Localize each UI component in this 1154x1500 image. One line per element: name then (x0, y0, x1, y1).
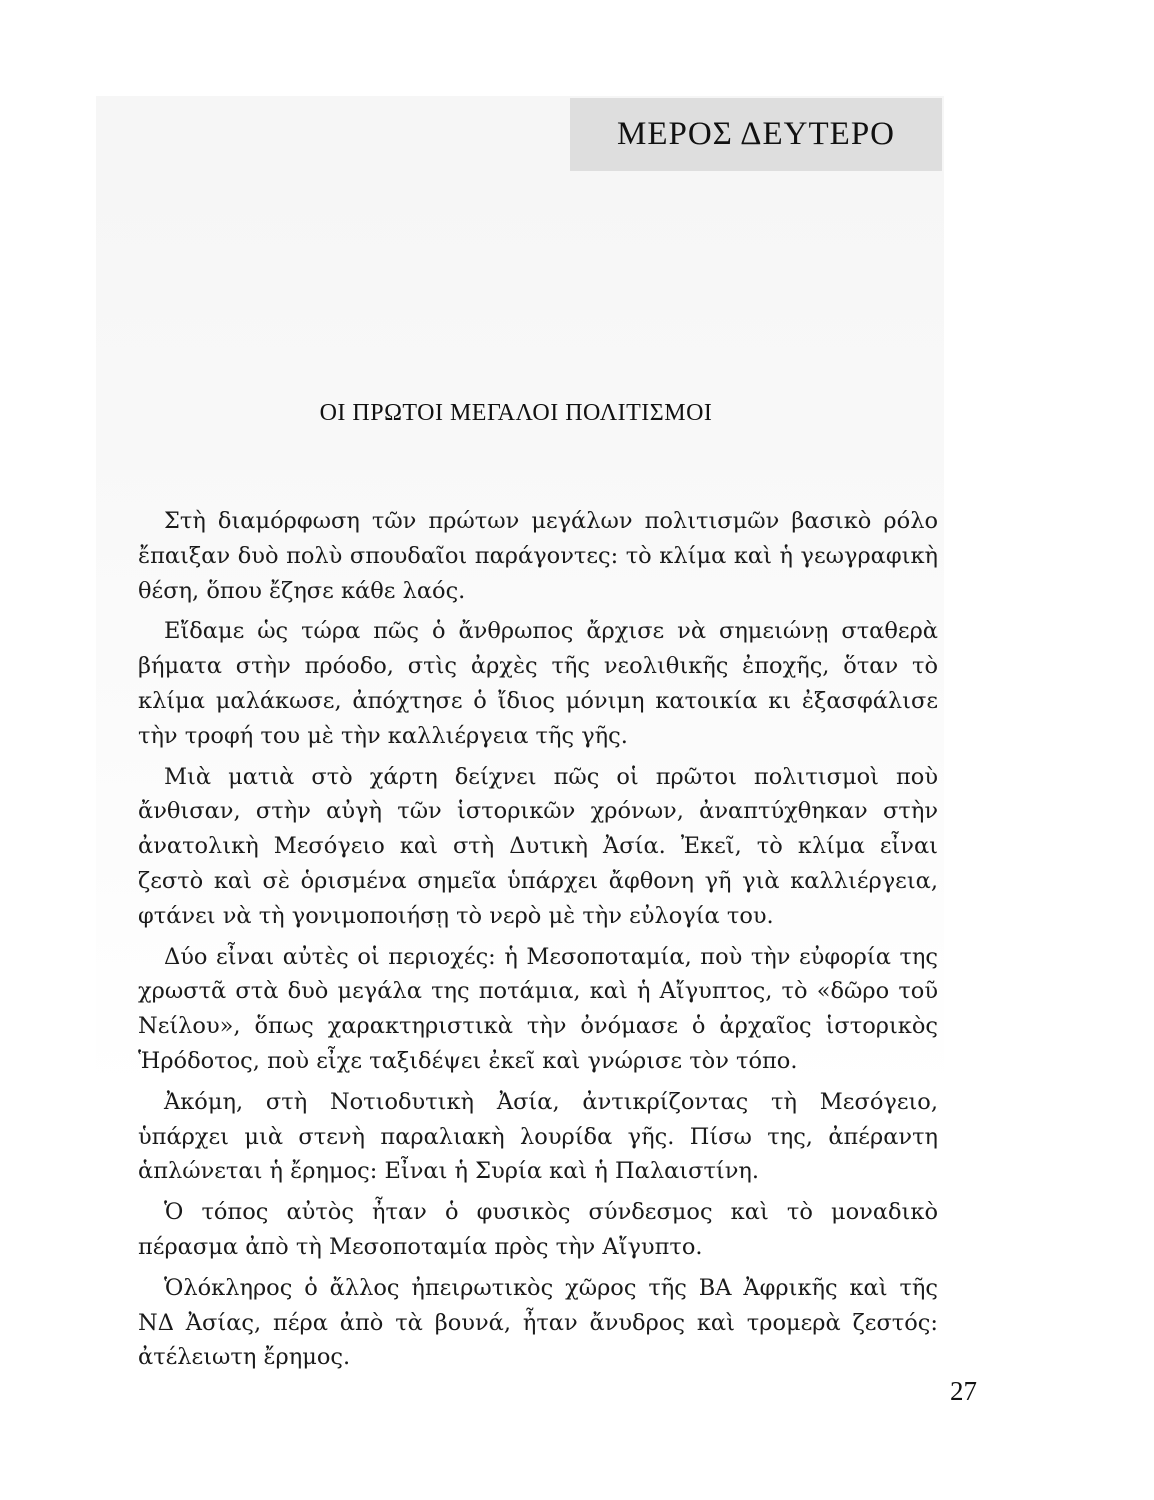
body-text (138, 504, 938, 1375)
chapter-title: ΟΙ ΠΡΩΤΟΙ ΜΕΓΑΛΟΙ ΠΟΛΙΤΙΣΜΟΙ (319, 400, 713, 426)
part-header-band (570, 98, 942, 171)
paragraph: Ὁλόκληρος ὁ ἄλλος ἠπειρωτικὸς χῶρος τῆς ΒΑ Ἀφρικῆς καὶ τῆς ΝΔ Ἀσίας, πέρα ἀπὸ τὰ βουνά, ἦταν ἄνυδρος καὶ τρομερὰ ζεστός: ἀτέλειωτη ἔρημος. (138, 1274, 938, 1371)
paragraph: Μιὰ ματιὰ στὸ χάρτη δείχνει πῶς οἱ πρῶτοι πολιτισμοὶ ποὺ ἄνθισαν, στὴν αὐγὴ τῶν ἱστορικῶν χρόνων, ἀναπτύχθηκαν στὴν ἀνατολικὴ Μεσόγειο καὶ στὴ Δυτικὴ Ἀσία. Ἐκεῖ, τὸ κλίμα εἶναι ζεστὸ καὶ σὲ ὁρισμένα σημεῖα ὑπάρχει ἄφθονη γῆ γιὰ καλλιέργεια, φτάνει νὰ τὴ γονιμοποιήσῃ τὸ νερὸ μὲ τὴν εὐλογία του. (138, 763, 938, 929)
paragraph: Ἀκόμη, στὴ Νοτιοδυτικὴ Ἀσία, ἀντικρίζοντας τὴ Μεσόγειο, ὑπάρχει μιὰ στενὴ παραλιακὴ λουρίδα γῆς. Πίσω της, ἀπέραντη ἁπλώνεται ἡ ἔρημος: Εἶναι ἡ Συρία καὶ ἡ Παλαιστίνη. (138, 1088, 938, 1185)
paragraph: Δύο εἶναι αὐτὲς οἱ περιοχές: ἡ Μεσοποταμία, ποὺ τὴν εὐφορία της χρωστᾶ στὰ δυὸ μεγάλα της ποτάμια, καὶ ἡ Αἴγυπτος, τὸ «δῶρο τοῦ Νείλου», ὅπως χαρακτηριστικὰ τὴν ὀνόμασε ὁ ἀρχαῖος ἱστορικὸς Ἡρόδοτος, ποὺ εἶχε ταξιδέψει ἐκεῖ καὶ γνώρισε τὸν τόπο. (138, 943, 938, 1074)
part-title: ΜΕΡΟΣ ΔΕΥΤΕΡΟ (616, 116, 896, 152)
paragraph: Στὴ διαμόρφωση τῶν πρώτων μεγάλων πολιτισμῶν βασικὸ ρόλο ἔπαιξαν δυὸ πολὺ σπουδαῖοι παράγοντες: τὸ κλίμα καὶ ἡ γεωγραφικὴ θέση, ὅπου ἔζησε κάθε λαός. (138, 508, 938, 604)
paragraph: Ὁ τόπος αὐτὸς ἦταν ὁ φυσικὸς σύνδεσμος καὶ τὸ μοναδικὸ πέρασμα ἀπὸ τὴ Μεσοποταμία πρὸς τὴν Αἴγυπτο. (138, 1199, 938, 1260)
page-number: 27 (950, 1376, 977, 1406)
paragraph: Εἴδαμε ὡς τώρα πῶς ὁ ἄνθρωπος ἄρχισε νὰ σημειώνῃ σταθερὰ βήματα στὴν πρόοδο, στὶς ἀρχὲς τῆς νεολιθικῆς ἐποχῆς, ὅταν τὸ κλίμα μαλάκωσε, ἀπόχτησε ὁ ἴδιος μόνιμη κατοικία κι ἐξασφάλισε τὴν τροφή του μὲ τὴν καλλιέργεια τῆς γῆς. (138, 618, 938, 749)
